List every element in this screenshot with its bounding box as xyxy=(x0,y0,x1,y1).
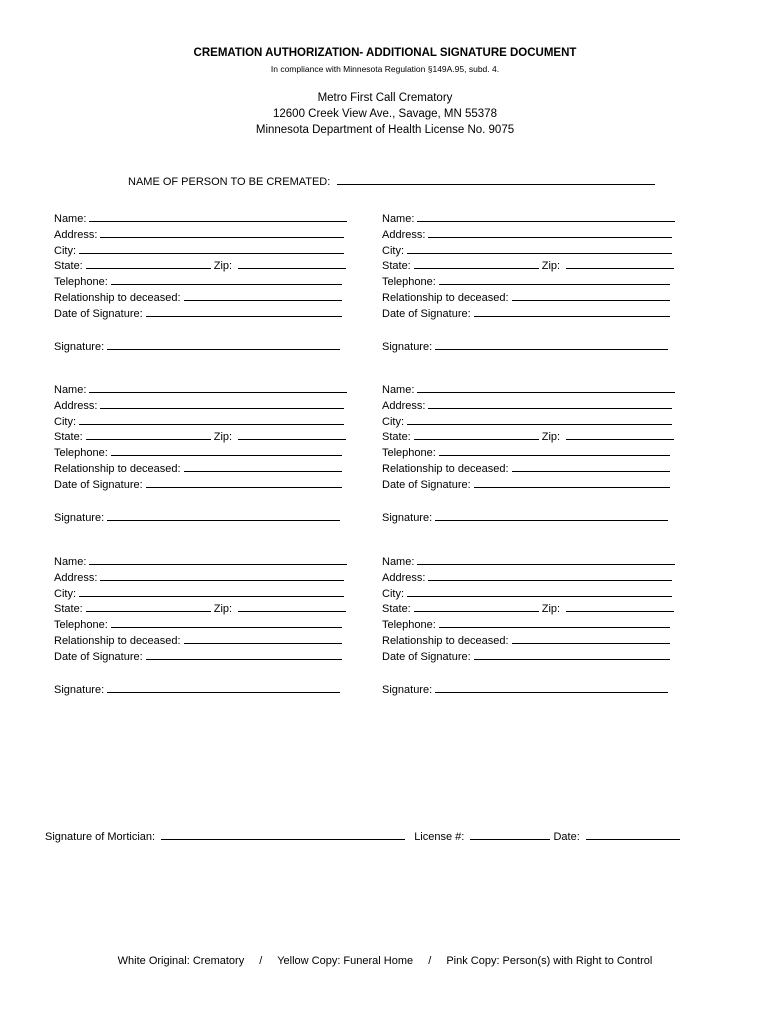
field-row-state xyxy=(382,600,675,616)
field-row-relationship xyxy=(382,460,675,476)
signature-field[interactable] xyxy=(107,338,340,350)
signature-field[interactable] xyxy=(107,509,340,521)
field-row-relationship xyxy=(54,289,347,305)
telephone-label: Telephone: xyxy=(54,276,108,289)
relationship-label: Relationship to deceased: xyxy=(382,291,509,304)
zip-field[interactable] xyxy=(566,428,674,440)
address-field[interactable] xyxy=(428,569,672,581)
date-label: Date of Signature: xyxy=(54,478,143,491)
field-row-relationship xyxy=(54,632,347,648)
state-label: State: xyxy=(382,431,411,444)
address-label: Address: xyxy=(54,228,98,241)
state-label: State: xyxy=(54,260,83,273)
state-field[interactable] xyxy=(86,600,211,612)
field-row-address xyxy=(382,397,675,413)
name-field[interactable] xyxy=(417,381,675,393)
mortician-signature-label: Signature of Mortician: xyxy=(45,831,156,843)
field-row-date xyxy=(54,476,347,492)
mortician-row xyxy=(45,828,680,843)
field-row-name xyxy=(54,553,347,569)
signature-label: Signature: xyxy=(382,341,433,353)
name-field[interactable] xyxy=(89,553,347,565)
footer-pink-copy: Pink Copy: Person(s) with Right to Control xyxy=(446,955,653,967)
date-field[interactable] xyxy=(474,648,670,660)
signer-block xyxy=(54,553,347,664)
zip-label: Zip: xyxy=(541,603,561,616)
crematory-name: Metro First Call Crematory xyxy=(317,92,453,104)
telephone-field[interactable] xyxy=(111,616,342,628)
address-field[interactable] xyxy=(100,226,344,238)
address-label: Address: xyxy=(382,228,426,241)
person-to-be-cremated-field[interactable] xyxy=(337,173,655,185)
state-field[interactable] xyxy=(86,428,211,440)
mortician-date-label: Date: xyxy=(553,831,580,843)
zip-field[interactable] xyxy=(238,600,346,612)
signature-label: Signature: xyxy=(382,512,433,524)
field-row-address xyxy=(54,569,347,585)
relationship-label: Relationship to deceased: xyxy=(382,462,509,475)
name-label: Name: xyxy=(54,384,87,396)
mortician-signature-field[interactable] xyxy=(161,828,405,840)
date-field[interactable] xyxy=(474,305,670,317)
city-field[interactable] xyxy=(407,585,672,597)
license-number-label: License #: xyxy=(414,831,465,843)
footer-separator: / xyxy=(259,955,263,967)
telephone-field[interactable] xyxy=(111,444,342,456)
mortician-date-field[interactable] xyxy=(586,828,680,840)
field-row-telephone xyxy=(54,444,347,460)
field-row-name xyxy=(382,553,675,569)
field-row-state xyxy=(382,257,675,273)
zip-field[interactable] xyxy=(238,257,346,269)
zip-label: Zip: xyxy=(541,260,561,273)
zip-label: Zip: xyxy=(213,431,233,444)
signature-row xyxy=(54,338,340,353)
signature-field[interactable] xyxy=(107,681,340,693)
telephone-field[interactable] xyxy=(439,444,670,456)
field-row-telephone xyxy=(54,273,347,289)
telephone-label: Telephone: xyxy=(382,447,436,460)
telephone-label: Telephone: xyxy=(54,447,108,460)
field-row-relationship xyxy=(382,632,675,648)
field-row-name xyxy=(54,381,347,397)
signer-block xyxy=(382,381,675,492)
city-label: City: xyxy=(54,587,76,600)
field-row-address xyxy=(54,397,347,413)
signature-row xyxy=(382,338,668,353)
relationship-field[interactable] xyxy=(184,460,342,472)
telephone-label: Telephone: xyxy=(382,619,436,632)
signature-field[interactable] xyxy=(435,338,668,350)
city-field[interactable] xyxy=(79,585,344,597)
field-row-city xyxy=(382,413,675,429)
name-label: Name: xyxy=(382,384,415,396)
address-label: Address: xyxy=(54,571,98,584)
field-row-address xyxy=(382,569,675,585)
city-field[interactable] xyxy=(407,242,672,254)
telephone-field[interactable] xyxy=(439,273,670,285)
date-field[interactable] xyxy=(146,648,342,660)
address-label: Address: xyxy=(54,399,98,412)
city-label: City: xyxy=(382,415,404,428)
date-field[interactable] xyxy=(146,305,342,317)
address-field[interactable] xyxy=(100,397,344,409)
field-row-city xyxy=(382,585,675,601)
field-row-city xyxy=(54,585,347,601)
signature-label: Signature: xyxy=(382,684,433,696)
field-row-state xyxy=(54,428,347,444)
zip-label: Zip: xyxy=(213,603,233,616)
state-label: State: xyxy=(382,260,411,273)
date-label: Date of Signature: xyxy=(54,307,143,320)
state-field[interactable] xyxy=(414,428,539,440)
address-field[interactable] xyxy=(428,397,672,409)
city-label: City: xyxy=(382,244,404,257)
signature-row xyxy=(54,681,340,696)
footer-separator: / xyxy=(428,955,432,967)
zip-label: Zip: xyxy=(213,260,233,273)
date-label: Date of Signature: xyxy=(54,650,143,663)
zip-label: Zip: xyxy=(541,431,561,444)
date-label: Date of Signature: xyxy=(382,478,471,491)
telephone-label: Telephone: xyxy=(54,619,108,632)
field-row-city xyxy=(54,242,347,258)
name-field[interactable] xyxy=(89,381,347,393)
signature-row xyxy=(54,509,340,524)
telephone-label: Telephone: xyxy=(382,276,436,289)
copy-distribution-footer xyxy=(0,955,770,967)
address-field[interactable] xyxy=(428,226,672,238)
date-label: Date of Signature: xyxy=(382,307,471,320)
document-title: CREMATION AUTHORIZATION- ADDITIONAL SIGNATURE DOCUMENT xyxy=(193,47,577,59)
name-label: Name: xyxy=(382,556,415,568)
field-row-date xyxy=(54,648,347,664)
field-row-city xyxy=(382,242,675,258)
name-field[interactable] xyxy=(89,210,347,222)
telephone-field[interactable] xyxy=(439,616,670,628)
relationship-field[interactable] xyxy=(184,632,342,644)
footer-yellow-copy: Yellow Copy: Funeral Home xyxy=(277,955,414,967)
state-label: State: xyxy=(382,603,411,616)
field-row-name xyxy=(54,210,347,226)
field-row-state xyxy=(54,600,347,616)
address-field[interactable] xyxy=(100,569,344,581)
field-row-name xyxy=(382,381,675,397)
signature-label: Signature: xyxy=(54,684,105,696)
footer-white-copy: White Original: Crematory xyxy=(117,955,245,967)
date-field[interactable] xyxy=(146,476,342,488)
field-row-state xyxy=(54,257,347,273)
state-field[interactable] xyxy=(414,257,539,269)
field-row-date xyxy=(382,648,675,664)
signature-label: Signature: xyxy=(54,512,105,524)
license-number-field[interactable] xyxy=(470,828,550,840)
address-label: Address: xyxy=(382,571,426,584)
field-row-name xyxy=(382,210,675,226)
field-row-city xyxy=(54,413,347,429)
relationship-label: Relationship to deceased: xyxy=(54,291,181,304)
city-field[interactable] xyxy=(79,413,344,425)
relationship-label: Relationship to deceased: xyxy=(382,634,509,647)
signature-row xyxy=(382,681,668,696)
city-field[interactable] xyxy=(79,242,344,254)
field-row-address xyxy=(54,226,347,242)
signature-label: Signature: xyxy=(54,341,105,353)
field-row-telephone xyxy=(382,444,675,460)
name-label: Name: xyxy=(54,556,87,568)
name-label: Name: xyxy=(54,213,87,225)
crematory-address: 12600 Creek View Ave., Savage, MN 55378 xyxy=(273,108,497,120)
signature-row xyxy=(382,509,668,524)
name-field[interactable] xyxy=(417,210,675,222)
field-row-date xyxy=(382,305,675,321)
date-field[interactable] xyxy=(474,476,670,488)
state-label: State: xyxy=(54,431,83,444)
relationship-field[interactable] xyxy=(184,289,342,301)
field-row-telephone xyxy=(382,273,675,289)
field-row-telephone xyxy=(54,616,347,632)
crematory-license: Minnesota Department of Health License No. 9075 xyxy=(255,124,515,136)
date-label: Date of Signature: xyxy=(382,650,471,663)
signature-field[interactable] xyxy=(435,681,668,693)
city-field[interactable] xyxy=(407,413,672,425)
signer-block xyxy=(382,210,675,321)
name-field[interactable] xyxy=(417,553,675,565)
field-row-relationship xyxy=(54,460,347,476)
signer-block xyxy=(54,381,347,492)
city-label: City: xyxy=(382,587,404,600)
field-row-date xyxy=(382,476,675,492)
state-field[interactable] xyxy=(86,257,211,269)
field-row-telephone xyxy=(382,616,675,632)
person-to-be-cremated-row xyxy=(128,173,655,188)
document-subtitle: In compliance with Minnesota Regulation §149A.95, subd. 4. xyxy=(270,64,500,74)
city-label: City: xyxy=(54,415,76,428)
relationship-field[interactable] xyxy=(512,460,670,472)
city-label: City: xyxy=(54,244,76,257)
field-row-relationship xyxy=(382,289,675,305)
state-field[interactable] xyxy=(414,600,539,612)
zip-field[interactable] xyxy=(566,257,674,269)
relationship-field[interactable] xyxy=(512,632,670,644)
telephone-field[interactable] xyxy=(111,273,342,285)
field-row-state xyxy=(382,428,675,444)
field-row-address xyxy=(382,226,675,242)
relationship-label: Relationship to deceased: xyxy=(54,634,181,647)
relationship-field[interactable] xyxy=(512,289,670,301)
zip-field[interactable] xyxy=(238,428,346,440)
field-row-date xyxy=(54,305,347,321)
name-label: Name: xyxy=(382,213,415,225)
person-to-be-cremated-label: NAME OF PERSON TO BE CREMATED: xyxy=(128,176,331,188)
signature-field[interactable] xyxy=(435,509,668,521)
signer-block xyxy=(54,210,347,321)
relationship-label: Relationship to deceased: xyxy=(54,462,181,475)
zip-field[interactable] xyxy=(566,600,674,612)
signer-block xyxy=(382,553,675,664)
address-label: Address: xyxy=(382,399,426,412)
state-label: State: xyxy=(54,603,83,616)
